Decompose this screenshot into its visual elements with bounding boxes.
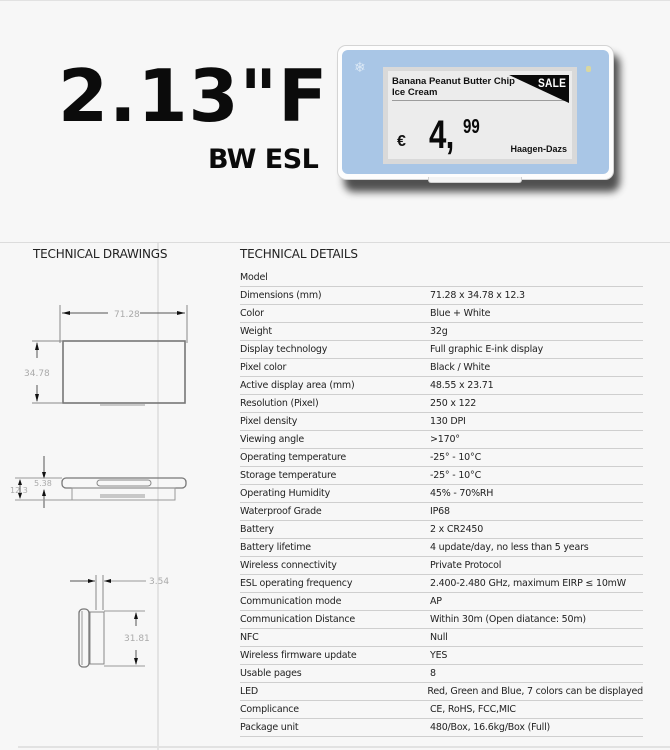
device-frame [342,50,609,174]
spec-label: Model [240,272,268,283]
technical-details-table [240,269,643,737]
table-row [240,449,643,467]
spec-value: 2.400-2.480 GHz, maximum EIRP ≤ 10mW [430,578,626,589]
spec-value: 2 x CR2450 [430,524,484,535]
spec-label: Pixel color [240,362,287,373]
device-foot [428,177,522,183]
spec-label: Operating Humidity [240,488,330,499]
table-row [240,575,643,593]
table-row [240,395,643,413]
spec-value: 32g [430,326,448,337]
spec-label: Battery [240,524,274,535]
table-row [240,287,643,305]
spec-label: LED [240,686,259,697]
end-height-label: 31.81 [124,634,150,644]
spec-label: Waterproof Grade [240,506,322,517]
spec-label: Usable pages [240,668,302,679]
spec-value: YES [430,650,448,661]
end-depth-label: 3.54 [149,577,170,587]
spec-label: Package unit [240,722,299,733]
spec-value: Full graphic E-ink display [430,344,544,355]
table-row [240,629,643,647]
spec-value: AP [430,596,442,607]
spec-value: 4 update/day, no less than 5 years [430,542,589,553]
spec-label: NFC [240,632,259,643]
table-row [240,701,643,719]
table-row [240,593,643,611]
spec-value: CE, RoHS, FCC,MIC [430,704,516,715]
table-row [240,503,643,521]
spec-value: 8 [430,668,436,679]
table-row [240,269,643,287]
price-cents: 99 [463,116,480,138]
currency-symbol: € [397,133,406,150]
spec-value: 71.28 x 34.78 x 12.3 [430,290,525,301]
spec-label: Weight [240,326,272,337]
spec-label: Communication mode [240,596,342,607]
spec-value: 48.55 x 23.71 [430,380,494,391]
spec-label: Complicance [240,704,299,715]
spec-label: Viewing angle [240,434,305,445]
table-row [240,647,643,665]
spec-label: Wireless connectivity [240,560,337,571]
end-view-drawing [70,575,146,667]
table-row [240,431,643,449]
spec-label: Pixel density [240,416,298,427]
snowflake-icon: ❄ [354,59,366,75]
technical-details-title: TECHNICAL DETAILS [240,247,358,261]
eink-screen-content [388,71,572,159]
spec-value: Null [430,632,448,643]
spec-value: 130 DPI [430,416,466,427]
spec-label: Color [240,308,264,319]
table-row [240,341,643,359]
table-row [240,557,643,575]
spec-label: ESL operating frequency [240,578,353,589]
spec-label: Storage temperature [240,470,337,481]
spec-value: Black / White [430,362,490,373]
table-row [240,413,643,431]
hero-size-title: 2.13"F [58,54,329,138]
sale-badge: SALE [537,76,566,90]
spec-value: 480/Box, 16.6kg/Box (Full) [430,722,551,733]
table-row [240,611,643,629]
spec-value: 250 x 122 [430,398,477,409]
brand-name: Haagen-Dazs [510,144,567,154]
spec-label: Resolution (Pixel) [240,398,319,409]
table-row [240,539,643,557]
spec-value: 45% - 70%RH [430,488,494,499]
spec-value: Within 30m (Open diatance: 50m) [430,614,586,625]
hero-subtitle: BW ESL [208,144,319,175]
spec-label: Communication Distance [240,614,356,625]
table-row [240,359,643,377]
spec-value: Red, Green and Blue, 7 colors can be displayed [427,686,643,697]
spec-label: Operating temperature [240,452,347,463]
spec-label: Battery lifetime [240,542,311,553]
table-row [240,377,643,395]
spec-value: -25° - 10°C [430,452,482,463]
spec-value: >170° [430,434,460,445]
spec-label: Active display area (mm) [240,380,355,391]
table-row [240,683,643,701]
technical-drawings-title: TECHNICAL DRAWINGS [33,247,168,261]
front-width-label: 71.28 [114,310,140,320]
side-inner-label: 5.38 [34,479,52,488]
front-view-drawing [32,305,187,405]
eink-screen [383,67,577,164]
spec-value: Blue + White [430,308,491,319]
spec-label: Display technology [240,344,328,355]
spec-value: IP68 [430,506,450,517]
price-main: 4, [429,113,454,157]
front-height-label: 34.78 [24,369,50,379]
spec-label: Wireless firmware update [240,650,357,661]
technical-drawings [0,0,200,750]
led-indicator-icon [586,66,591,72]
side-thickness-label: 12.3 [10,486,28,495]
product-name: Banana Peanut Butter Chip Ice Cream [392,76,515,98]
table-row [240,485,643,503]
spec-label: Dimensions (mm) [240,290,322,301]
table-row [240,665,643,683]
esl-device-image [337,45,614,180]
table-row [240,467,643,485]
table-row [240,305,643,323]
table-row [240,323,643,341]
spec-value: Private Protocol [430,560,502,571]
table-row [240,719,643,737]
table-row [240,521,643,539]
spec-value: -25° - 10°C [430,470,482,481]
